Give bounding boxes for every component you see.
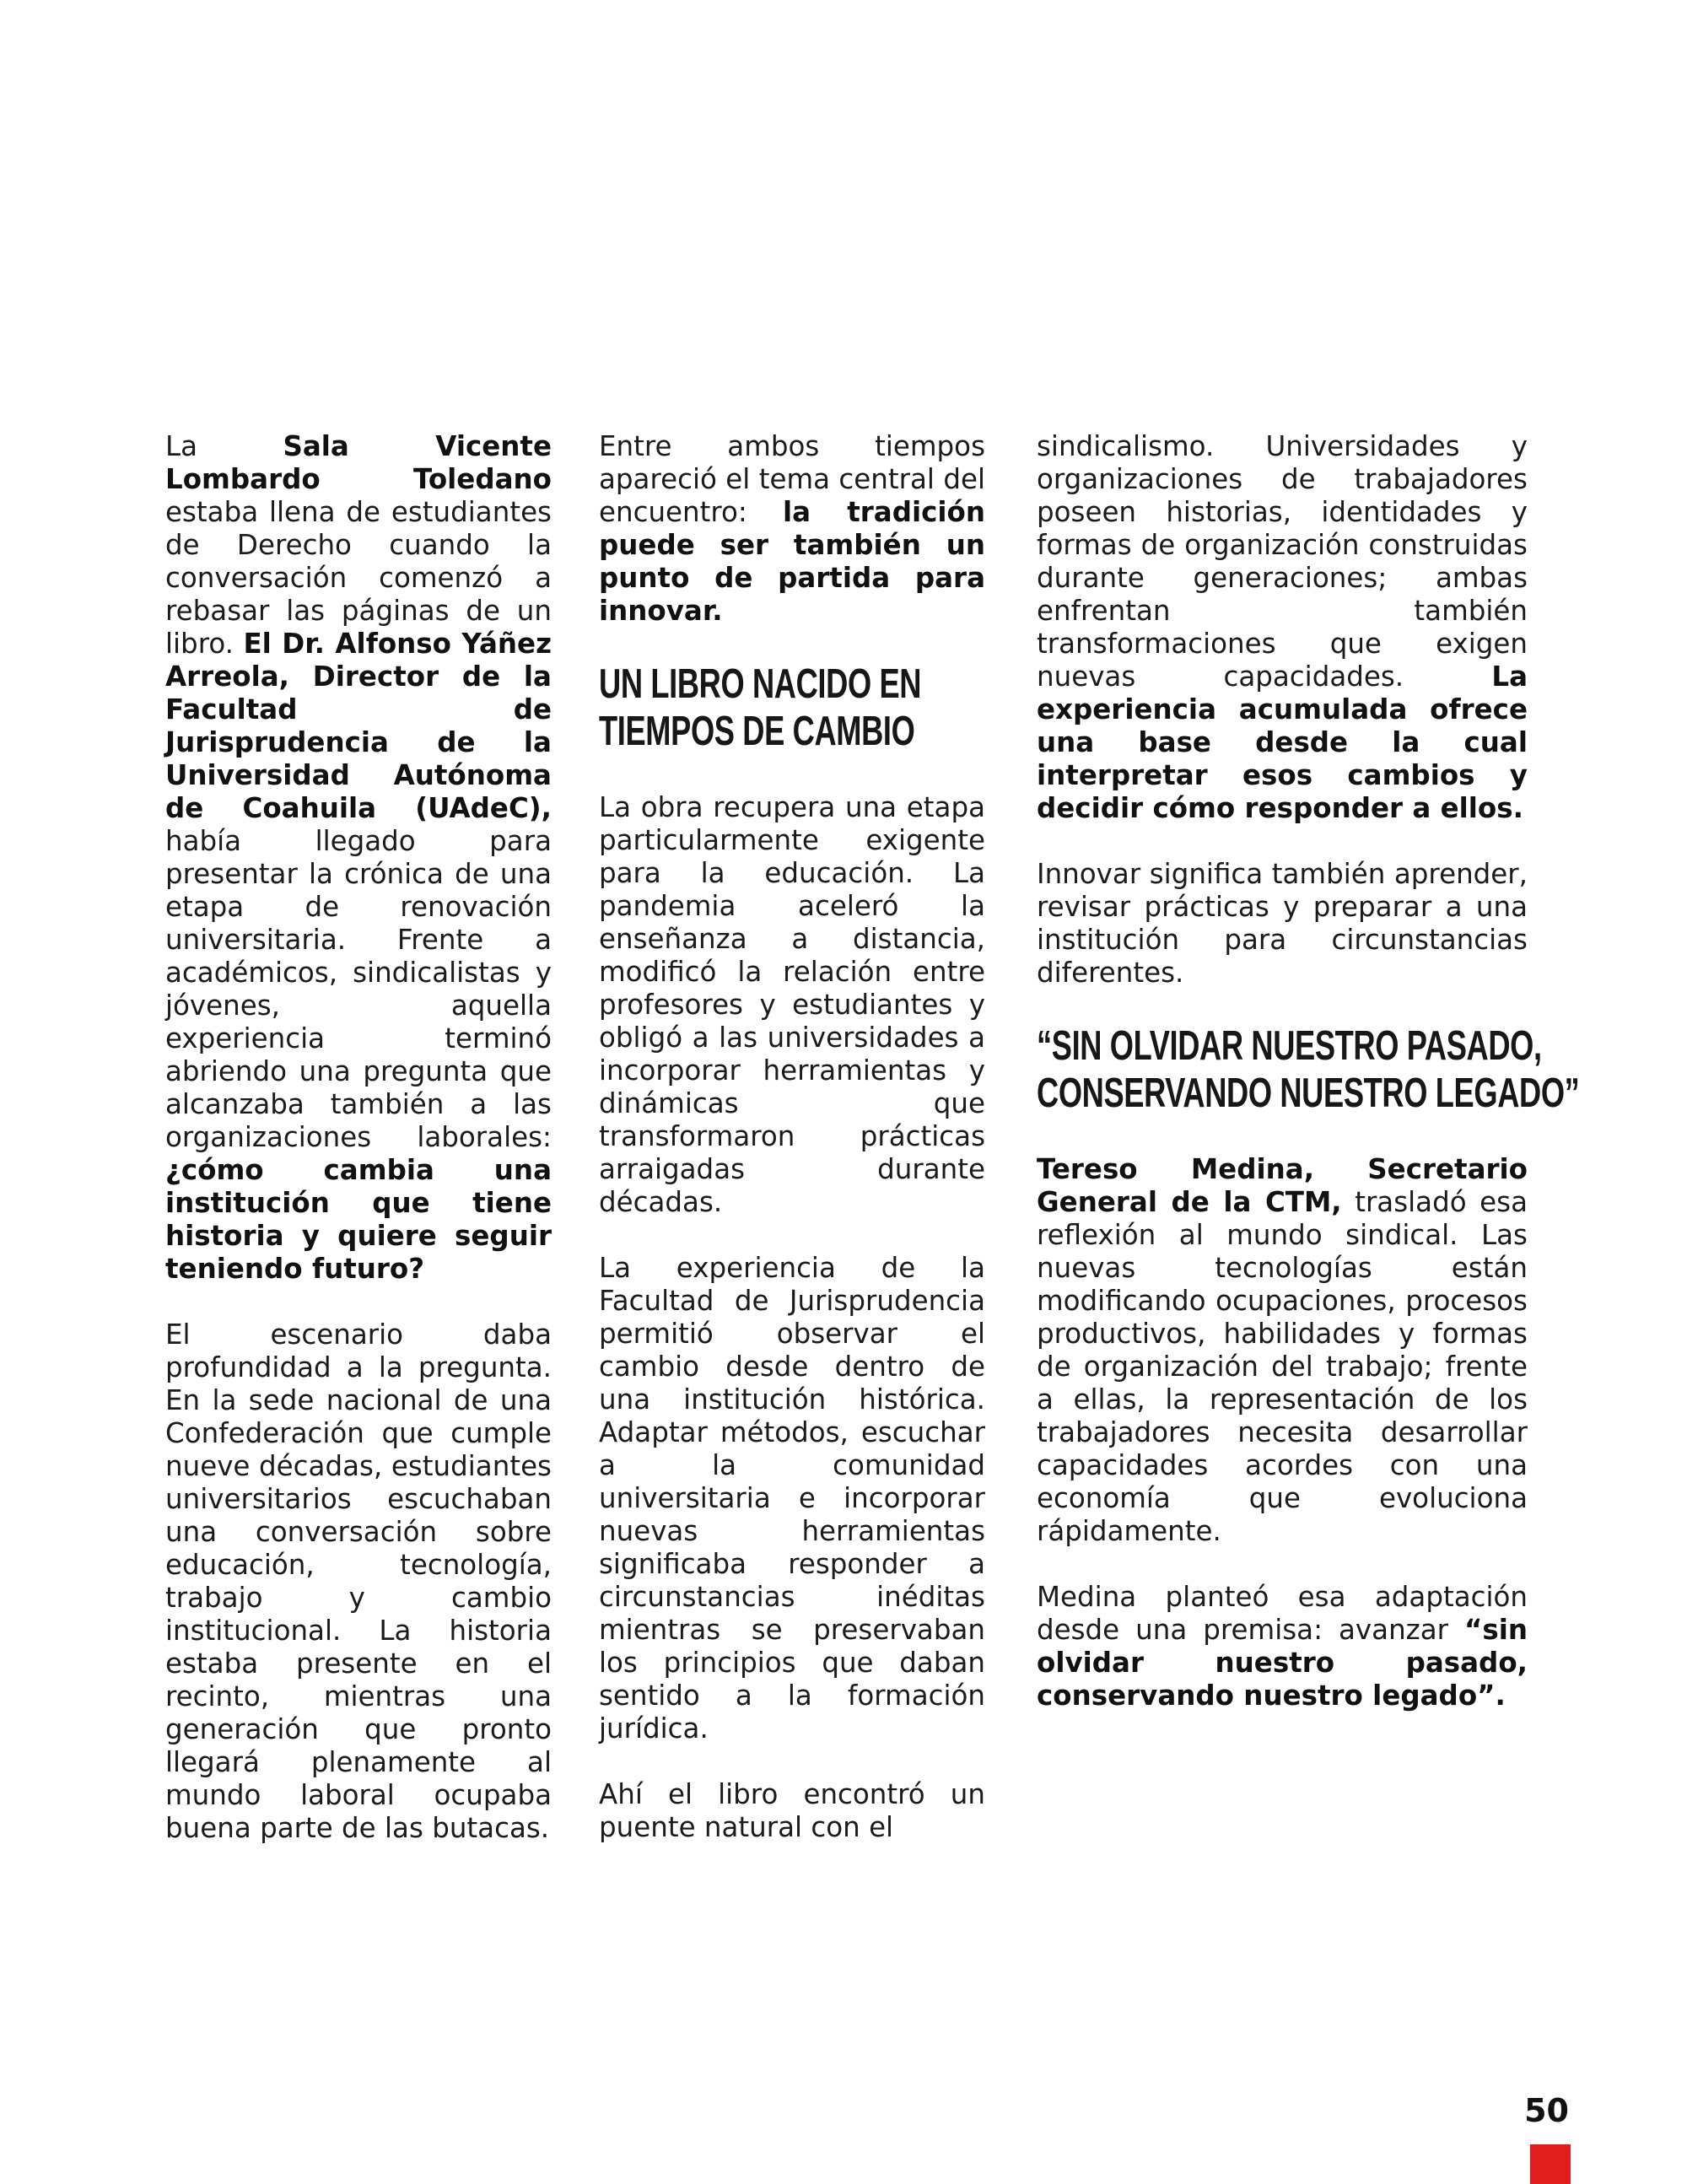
- page-number: 50: [1524, 2092, 1569, 2129]
- article-column-1: [165, 430, 552, 1878]
- bold-text-run: La experiencia acumulada ofrece una base desde la cual interpretar esos cambios y decidir cómo responder a ellos.: [1037, 661, 1528, 824]
- heading-line: CONSERVANDO NUESTRO LEGADO”: [1037, 1070, 1580, 1116]
- text-run: había llegado para presentar la crónica de una etapa de renovación universitaria. Frente a académicos, sindicalistas y jóvenes, aquella experiencia terminó abriendo una pregunta que alcanzaba también a las organizaciones laborales:: [165, 825, 552, 1153]
- heading-line: UN LIBRO NACIDO EN: [599, 661, 922, 707]
- paragraph: [165, 1318, 552, 1845]
- text-run: trasladó esa reflexión al mundo sindical. Las nuevas tecnologías están modificando ocupaciones, procesos productivos, habilidades y formas de organización del trabajo; frente a ellas, la representación de los trabajadores necesita desarrollar capacidades acordes con una economía que evoluciona rápidamente.: [1037, 1186, 1528, 1547]
- paragraph: [1037, 1153, 1528, 1548]
- paragraph: [1037, 430, 1528, 825]
- heading-line: TIEMPOS DE CAMBIO: [599, 709, 915, 754]
- paragraph: [599, 1252, 985, 1745]
- text-run: El escenario daba profundidad a la pregunta. En la sede nacional de una Confederación que cumple nueve décadas, estudiantes universitarios escuchaban una conversación sobre educación, tecnología, trabajo y cambio institucional. La historia estaba presente en el recinto, mientras una generación que pronto llegará plenamente al mundo laboral ocupaba buena parte de las butacas.: [165, 1318, 552, 1844]
- article-column-3: [1037, 430, 1580, 1745]
- accent-block: [1530, 2144, 1571, 2184]
- text-run: estaba llena de estudiantes de Derecho cuando la conversación comenzó a rebasar las páginas de un libro.: [165, 496, 552, 660]
- paragraph: [599, 430, 985, 628]
- text-run: sindicalismo. Universidades y organizaciones de trabajadores poseen historias, identidades y formas de organización construidas durante generaciones; ambas enfrentan también transformaciones que exigen nuevas capacidades.: [1037, 430, 1528, 693]
- quote-heading: [1037, 1022, 1580, 1117]
- text-run: La experiencia de la Facultad de Jurisprudencia permitió observar el cambio desde dentro de una institución histórica. Adaptar métodos, escuchar a la comunidad universitaria e incorporar nuevas herramientas significaba responder a circunstancias inéditas mientras se preservaban los principios que daban sentido a la formación jurídica.: [599, 1252, 985, 1745]
- text-run: La obra recupera una etapa particularmente exigente para la educación. La pandemia aceleró la enseñanza a distancia, modificó la relación entre profesores y estudiantes y obligó a las universidades a incorporar herramientas y dinámicas que transformaron prácticas arraigadas durante décadas.: [599, 791, 985, 1218]
- bold-text-run: la tradición puede ser también un punto de partida para innovar.: [599, 496, 985, 627]
- heading-line: “SIN OLVIDAR NUESTRO PASADO,: [1037, 1023, 1542, 1069]
- text-run: Ahí el libro encontró un puente natural con el: [599, 1778, 985, 1843]
- text-run: Entre ambos tiempos apareció el tema central del encuentro:: [599, 430, 985, 528]
- text-run: La: [165, 430, 283, 462]
- paragraph: [1037, 858, 1528, 990]
- paragraph: [165, 430, 552, 1286]
- bold-text-run: “sin olvidar nuestro pasado, conservando nuestro legado”.: [1037, 1614, 1528, 1712]
- article-column-2: [599, 430, 985, 1877]
- bold-text-run: ¿cómo cambia una institución que tiene historia y quiere seguir teniendo futuro?: [165, 1154, 552, 1285]
- text-run: Innovar significa también aprender, revisar prácticas y preparar a una institución para circunstancias diferentes.: [1037, 858, 1528, 989]
- bold-text-run: Tereso Medina, Secretario General de la CTM,: [1037, 1153, 1528, 1218]
- paragraph: [1037, 1581, 1528, 1712]
- bold-text-run: Sala Vicente Lombardo Toledano: [165, 430, 552, 495]
- paragraph: [599, 791, 985, 1219]
- bold-text-run: El Dr. Alfonso Yáñez Arreola, Director de la Facultad de Jurisprudencia de la Universidad Autónoma de Coahuila (UAdeC),: [165, 628, 552, 824]
- paragraph: [599, 1778, 985, 1844]
- text-run: Medina planteó esa adaptación desde una premisa: avanzar: [1037, 1581, 1528, 1646]
- section-heading: [599, 661, 922, 755]
